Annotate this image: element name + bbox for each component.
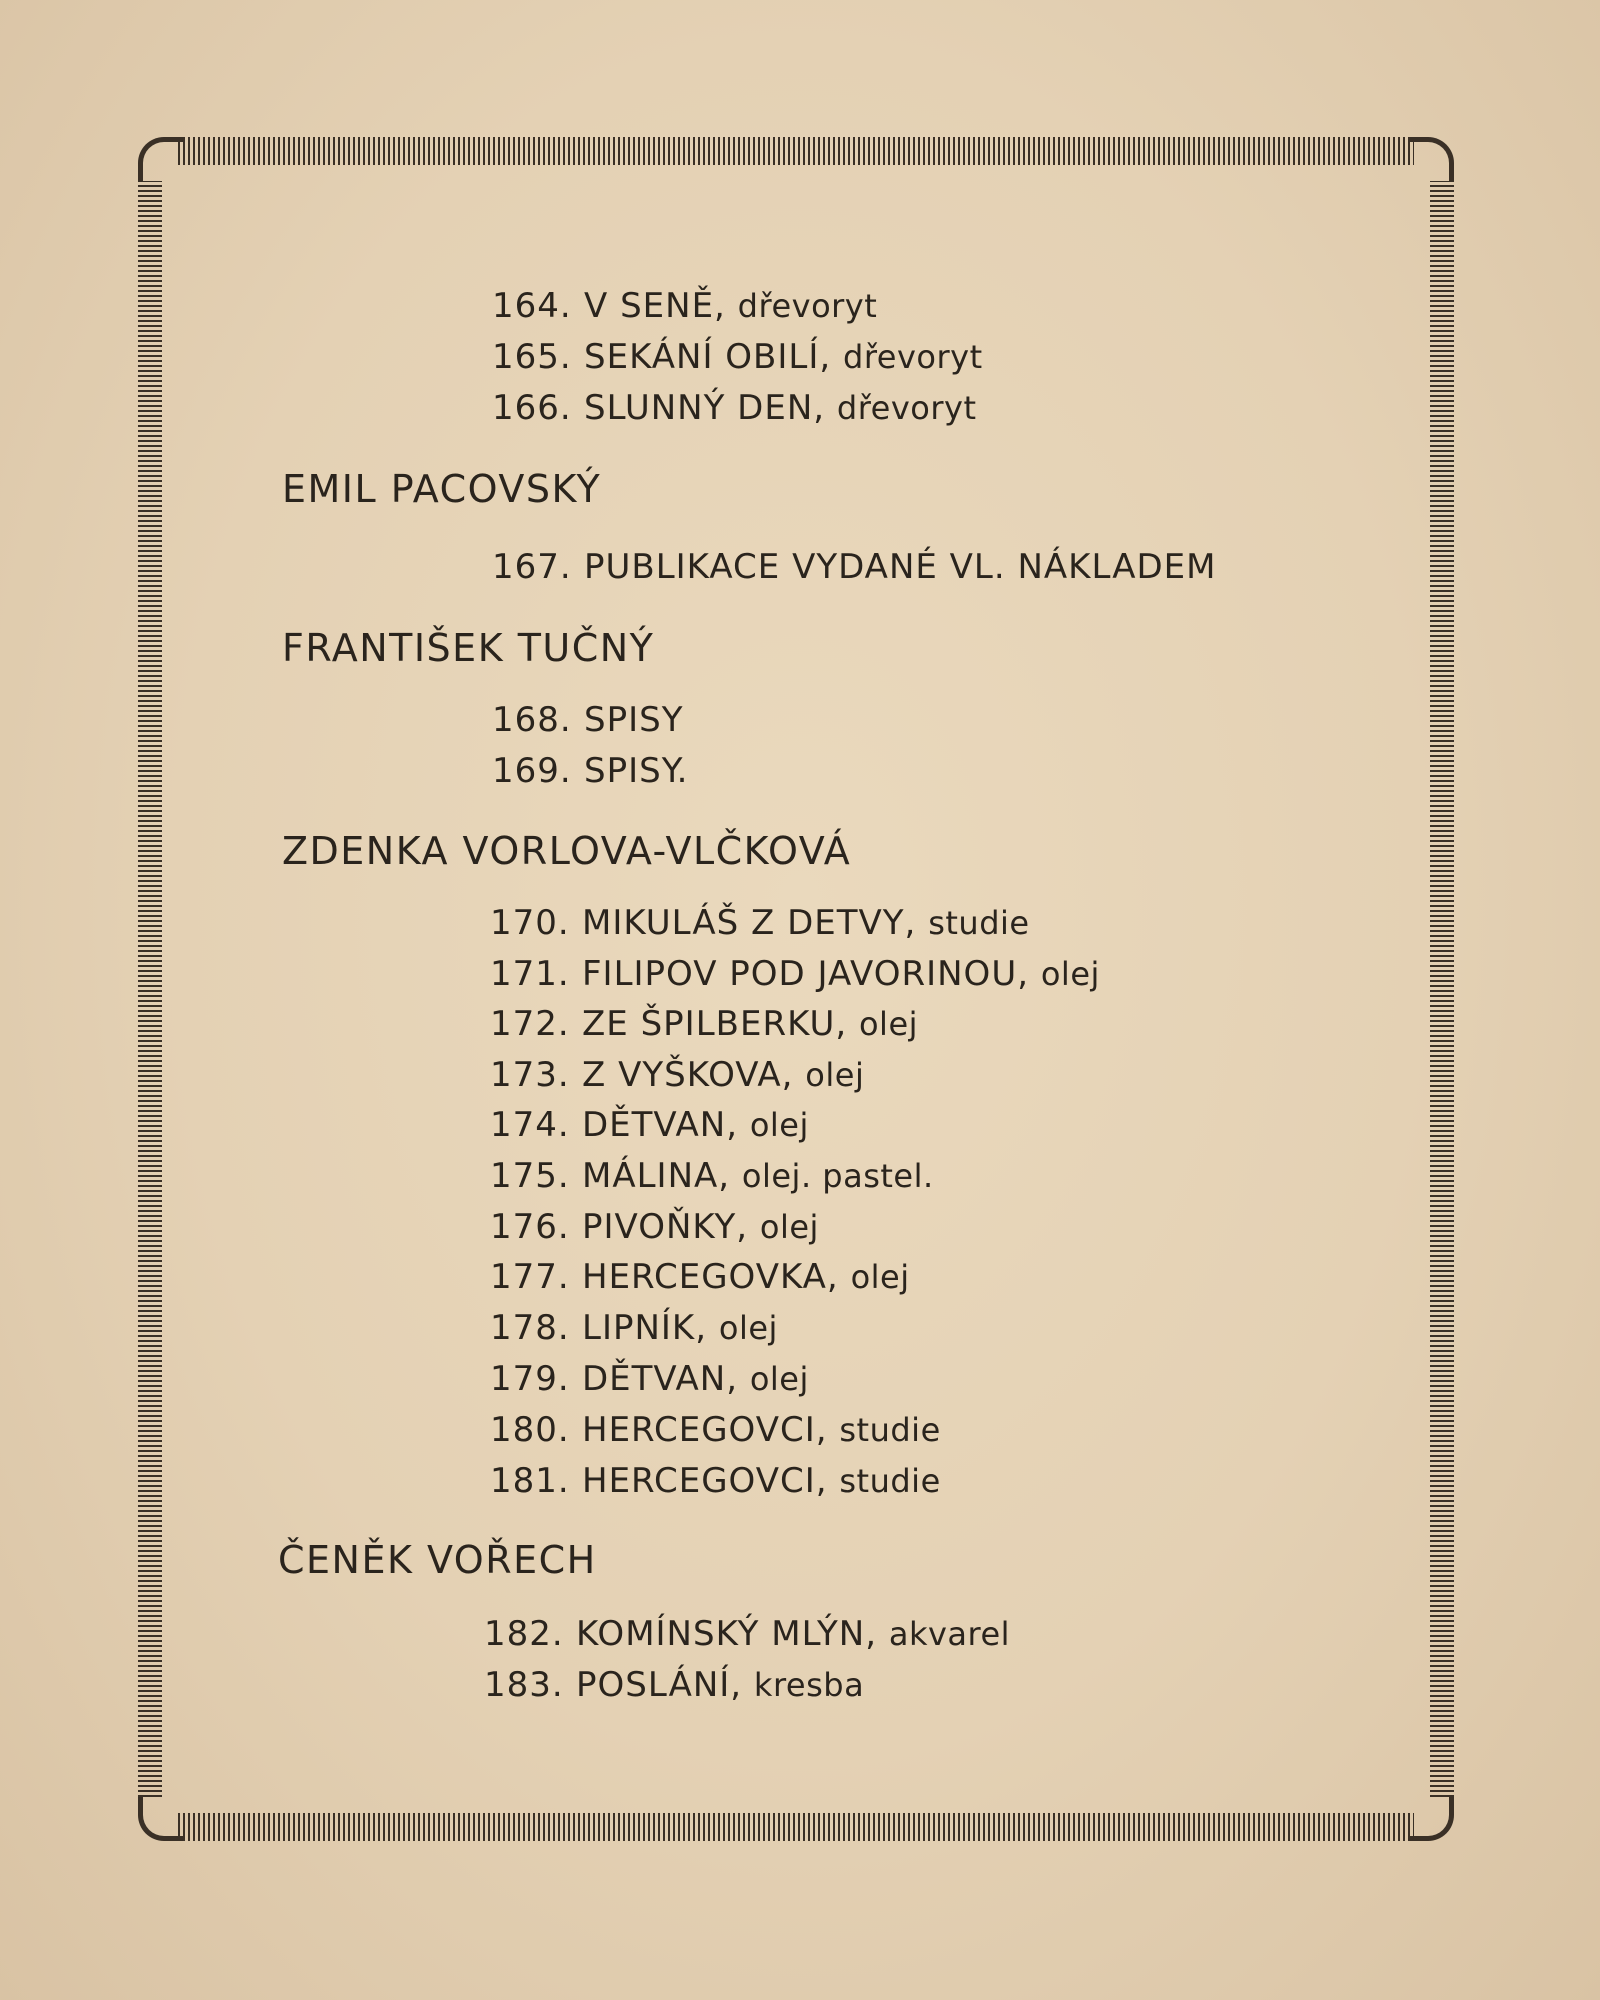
border-corner (138, 137, 183, 182)
entry-title: SPISY (584, 700, 684, 740)
catalogue-entry (492, 700, 683, 740)
entry-title: HERCEGOVCI, (582, 1410, 828, 1450)
entry-number: 171. (490, 954, 570, 994)
entry-title: Z VYŠKOVA, (582, 1055, 794, 1095)
entry-number: 181. (490, 1461, 570, 1501)
catalogue-entry (490, 1055, 864, 1095)
entry-medium: olej (858, 1005, 919, 1043)
entry-medium: olej (749, 1106, 809, 1144)
catalogue-entry (490, 1156, 934, 1196)
entry-title: DĚTVAN, (582, 1105, 739, 1145)
entry-number: 167. (492, 547, 572, 587)
entry-number: 164. (492, 286, 572, 326)
entry-title: PIVOŇKY, (582, 1207, 749, 1247)
catalogue-entry (492, 547, 1216, 587)
entry-medium: dřevoryt (737, 287, 878, 325)
entry-title: ZE ŠPILBERKU, (582, 1004, 848, 1044)
catalogue-entry (492, 337, 983, 377)
entry-title: FILIPOV POD JAVORINOU, (582, 954, 1030, 994)
entry-number: 180. (490, 1410, 570, 1450)
entry-number: 169. (492, 751, 572, 791)
entry-medium: olej. pastel. (741, 1157, 934, 1195)
border-corner (1409, 137, 1454, 182)
catalogue-entry (484, 1665, 864, 1705)
entry-medium: dřevoryt (843, 338, 983, 376)
entry-title: DĚTVAN, (582, 1359, 739, 1399)
artist-heading: FRANTIŠEK TUČNÝ (282, 626, 655, 670)
border-right (1430, 181, 1454, 1797)
entry-title: HERCEGOVKA, (582, 1257, 839, 1297)
entry-medium: kresba (753, 1666, 865, 1704)
catalogue-entry (492, 751, 688, 791)
entry-number: 166. (492, 388, 572, 428)
catalogue-entry (490, 1257, 910, 1297)
entry-number: 170. (490, 903, 570, 943)
entry-number: 165. (492, 337, 572, 377)
catalogue-entry (490, 954, 1100, 994)
entry-medium: olej (718, 1309, 778, 1347)
entry-number: 177. (490, 1257, 570, 1297)
entry-medium: olej (749, 1360, 809, 1398)
entry-title: MIKULÁŠ Z DETVY, (582, 903, 917, 943)
artist-heading: ZDENKA VORLOVA-VLČKOVÁ (282, 829, 852, 873)
entry-medium: olej (805, 1056, 865, 1094)
entry-title: PUBLIKACE VYDANÉ VL. NÁKLADEM (584, 547, 1217, 587)
catalogue-entry (490, 1004, 918, 1044)
entry-title: POSLÁNÍ, (576, 1665, 743, 1705)
catalogue-entry (490, 903, 1030, 943)
catalogue-entry (490, 1105, 809, 1145)
border-bottom (178, 1813, 1414, 1841)
border-corner (138, 1796, 183, 1841)
catalogue-entry (490, 1207, 819, 1247)
catalogue-entry (490, 1461, 941, 1501)
entry-number: 173. (490, 1055, 570, 1095)
entry-number: 168. (492, 700, 572, 740)
entry-medium: olej (850, 1258, 910, 1296)
catalogue-entry (492, 286, 877, 326)
entry-medium: olej (759, 1208, 819, 1246)
entry-title: SPISY. (584, 751, 689, 791)
border-corner (1409, 1796, 1454, 1841)
entry-title: HERCEGOVCI, (582, 1461, 828, 1501)
entry-number: 174. (490, 1105, 570, 1145)
entry-medium: studie (928, 904, 1030, 942)
catalogue-entry (492, 388, 977, 428)
catalogue-entry (490, 1308, 778, 1348)
entry-number: 178. (490, 1308, 570, 1348)
artist-heading: ČENĚK VOŘECH (278, 1538, 597, 1582)
catalogue-entry (484, 1614, 1010, 1654)
entry-title: SLUNNÝ DEN, (584, 388, 826, 428)
entry-number: 172. (490, 1004, 570, 1044)
entry-medium: studie (839, 1411, 941, 1449)
entry-number: 182. (484, 1614, 564, 1654)
entry-title: SEKÁNÍ OBILÍ, (584, 337, 832, 377)
entry-medium: studie (839, 1462, 941, 1500)
entry-title: V SENĚ, (584, 286, 726, 326)
entry-number: 183. (484, 1665, 564, 1705)
border-left (138, 181, 162, 1797)
entry-medium: akvarel (888, 1615, 1011, 1653)
catalogue-entry (490, 1359, 809, 1399)
entry-title: MÁLINA, (582, 1156, 731, 1196)
entry-title: KOMÍNSKÝ MLÝN, (576, 1614, 878, 1654)
entry-number: 176. (490, 1207, 570, 1247)
border-top (178, 137, 1414, 165)
entry-medium: olej (1040, 955, 1100, 993)
entry-number: 175. (490, 1156, 570, 1196)
entry-number: 179. (490, 1359, 570, 1399)
artist-heading: EMIL PACOVSKÝ (282, 467, 602, 511)
catalogue-entry (490, 1410, 941, 1450)
entry-medium: dřevoryt (836, 389, 977, 427)
entry-title: LIPNÍK, (582, 1308, 708, 1348)
